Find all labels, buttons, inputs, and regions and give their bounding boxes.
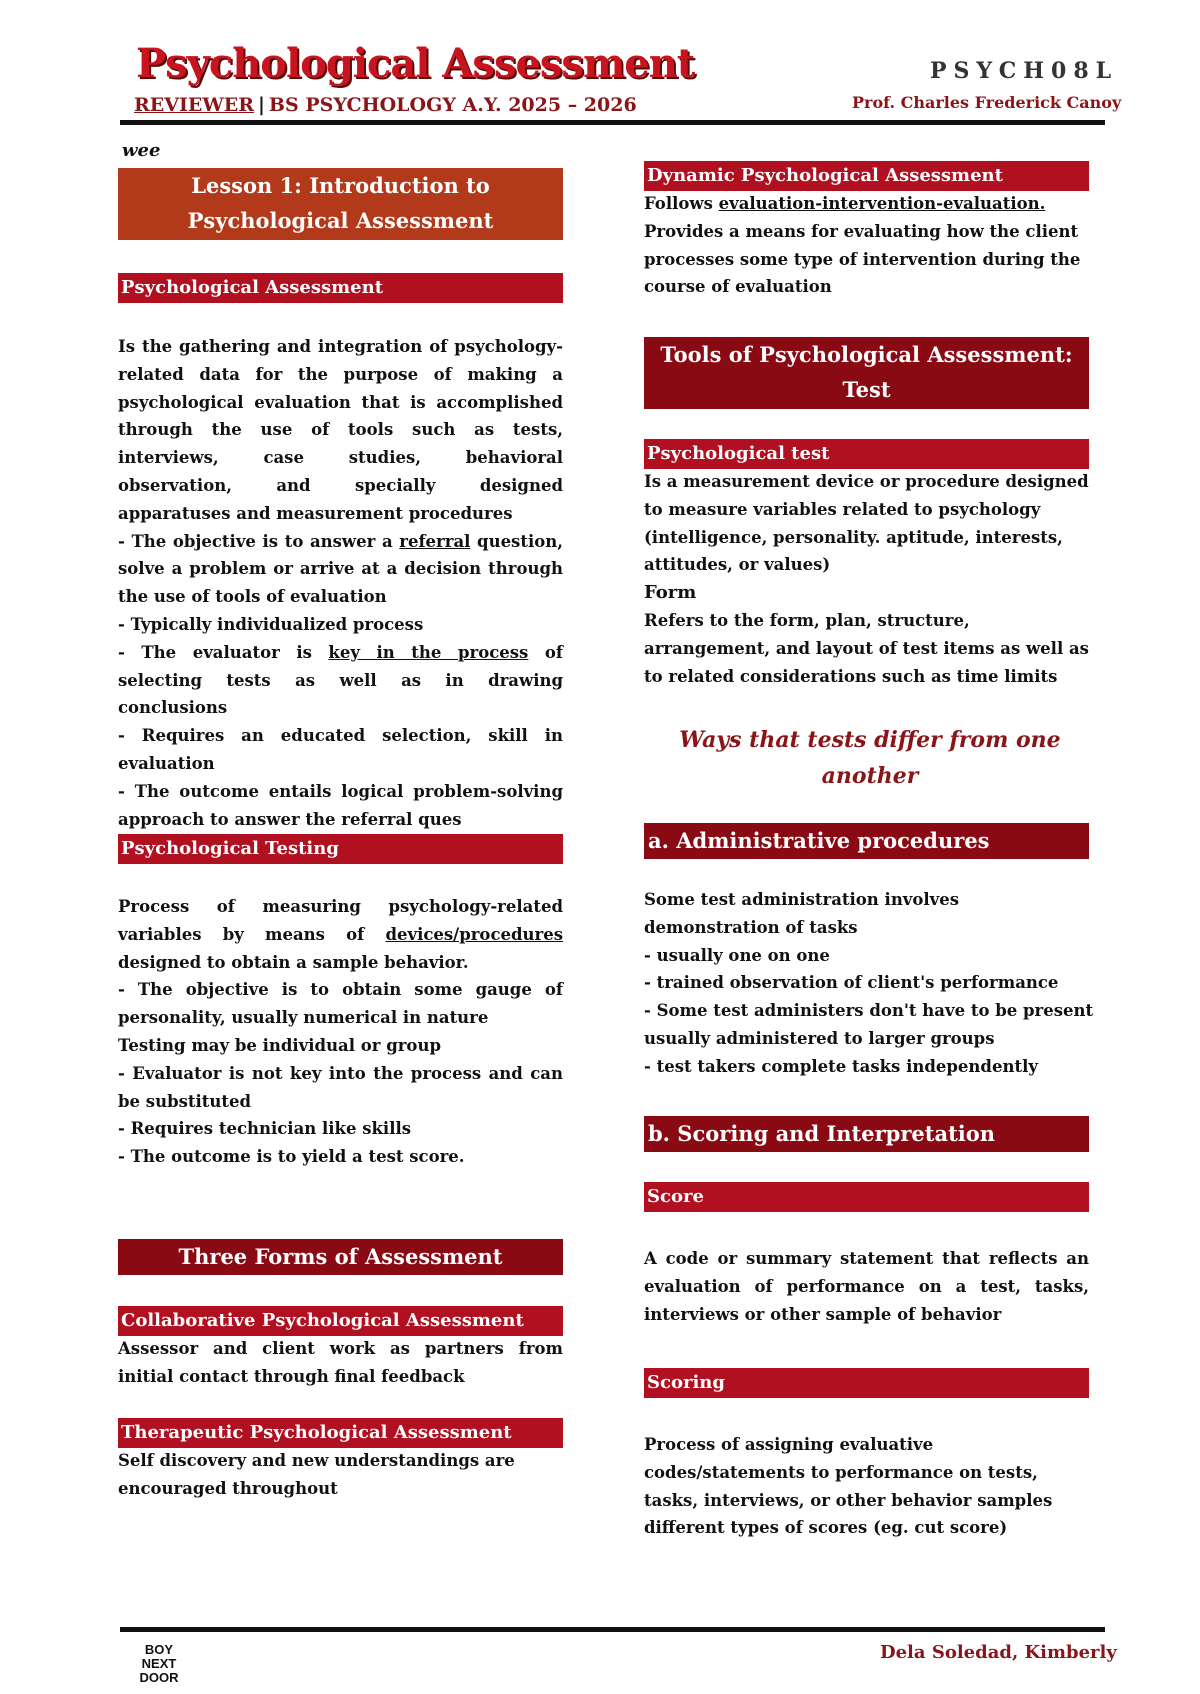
pt-bullet-outcome: - The outcome is to yield a test score. — [118, 1147, 465, 1167]
scoring-note: different types of scores (eg. cut score) — [644, 1518, 1008, 1538]
form-label: Form — [644, 582, 697, 604]
pa-bullet-objective — [118, 528, 563, 611]
dynamic-follows — [644, 190, 1094, 218]
therapeutic-assessment-text: Self discovery and new understandings are encouraged throughout — [118, 1451, 515, 1498]
course-code: PSYCH08L — [930, 58, 1119, 84]
pt-bullet-objective: - The objective is to obtain some gauge of personality, usually numerical in nature — [118, 980, 563, 1028]
lesson-title-line-1: Lesson 1: Introduction to — [191, 173, 490, 198]
dynamic-description: Provides a means for evaluating how the client processes some type of intervention during the course of evaluation — [644, 221, 1081, 297]
dynamic-assessment-body — [644, 190, 1094, 301]
admin-bullet-one-on-one: - usually one on one — [644, 945, 830, 965]
document-title: Psychological Assessment — [136, 40, 695, 87]
pa-bullet-evaluator-pre: - The evaluator is — [118, 642, 329, 662]
stray-text: wee — [122, 140, 161, 161]
subtitle-separator: | — [258, 94, 265, 116]
pa-bullet-individualized: - Typically individualized process — [118, 614, 424, 634]
pa-bullet-objective-post: question, solve a problem or arrive at a decision through the use of tools of evaluation — [118, 531, 563, 607]
pa-bullet-objective-pre: - The objective is to answer a — [118, 531, 400, 551]
lesson-title-line-2: Psychological Assessment — [187, 208, 494, 233]
therapeutic-assessment-heading: Therapeutic Psychological Assessment — [118, 1418, 563, 1448]
three-forms-heading: Three Forms of Assessment — [118, 1239, 563, 1275]
psychological-assessment-heading: Psychological Assessment — [118, 273, 563, 303]
score-definition: A code or summary statement that reflects an evaluation of performance on a test, tasks, interviews or other sample of behavior — [644, 1249, 1089, 1324]
logo-line-3: DOOR — [139, 1670, 179, 1685]
pt-bullet-individual-group: Testing may be individual or group — [118, 1035, 441, 1055]
author-name: Dela Soledad, Kimberly — [880, 1642, 1117, 1663]
subtitle-reviewer: REVIEWER — [134, 94, 254, 116]
score-heading: Score — [644, 1182, 1089, 1212]
admin-bullet-independent: - test takers complete tasks independently — [644, 1056, 1038, 1076]
psychological-test-heading: Psychological test — [644, 439, 1089, 469]
logo-line-2: NEXT — [141, 1656, 177, 1671]
professor-name: Prof. Charles Frederick Canoy — [852, 93, 1122, 112]
referral-term: referral — [399, 531, 471, 551]
scoring-heading: Scoring — [644, 1368, 1089, 1398]
psychological-testing-heading: Psychological Testing — [118, 834, 563, 864]
footer-divider — [120, 1627, 1105, 1632]
devices-procedures-term: devices/procedures — [385, 924, 563, 944]
collaborative-assessment-text: Assessor and client work as partners from initial contact through final feedback — [118, 1339, 563, 1386]
pa-bullet-evaluator — [118, 639, 563, 722]
pa-bullet-selection: - Requires an educated selection, skill in evaluation — [118, 726, 563, 773]
tools-heading-line-1: Tools of Psychological Assessment: — [660, 342, 1073, 367]
tools-heading — [644, 337, 1089, 409]
scoring-definition: Process of assigning evaluative codes/statements to performance on tests, tasks, interviews, or other behavior samples — [644, 1435, 1053, 1510]
tools-heading-line-2: Test — [842, 377, 891, 402]
key-in-process-term: key in the process — [328, 642, 529, 662]
ways-tests-differ-heading — [650, 722, 1090, 794]
pa-definition: Is the gathering and integration of psychology-related data for the purpose of making a psychological evaluation that is accomplished through the use of tools such as tests, interviews, case studies, behavioral observation, and specially designed apparatuses and measurement procedures — [118, 337, 563, 523]
scoring-body — [644, 1431, 1094, 1542]
document-subtitle — [134, 94, 637, 116]
admin-bullet-groups: - Some test administers don't have to be present usually administered to larger groups — [644, 1001, 1094, 1048]
scoring-interpretation-heading: b. Scoring and Interpretation — [644, 1116, 1089, 1152]
pa-bullet-outcome: - The outcome entails logical problem-solving approach to answer the referral ques — [118, 781, 563, 829]
admin-description: Some test administration involves demonstration of tasks — [644, 890, 960, 937]
pa-bullet-evaluator-post: of selecting tests as well as in drawing conclusions — [118, 642, 563, 718]
evaluation-intervention-term: evaluation-intervention-evaluation. — [718, 194, 1046, 213]
pt-definition-pre: Process of measuring psychology-related variables by means of — [118, 897, 563, 944]
ways-line-2: another — [821, 763, 919, 789]
psychological-test-definition: Is a measurement device or procedure designed to measure variables related to psychology (intelligence, personality. aptitude, interests, attitudes, or values) — [644, 472, 1089, 575]
dynamic-follows-pre: Follows — [644, 194, 719, 213]
form-definition: Refers to the form, plan, structure, arrangement, and layout of test items as well as to related considerations such as time limits — [644, 610, 1089, 686]
psychological-testing-body — [118, 893, 563, 1171]
pt-definition — [118, 893, 563, 976]
logo-line-1: BOY — [144, 1642, 174, 1657]
pt-bullet-evaluator: - Evaluator is not key into the process and can be substituted — [118, 1063, 563, 1111]
pt-definition-post: designed to obtain a sample behavior. — [118, 952, 469, 972]
psychological-test-body — [644, 468, 1094, 690]
administrative-procedures-body — [644, 886, 1096, 1081]
ways-line-1: Ways that tests differ from one — [679, 727, 1061, 753]
boy-next-door-logo — [128, 1643, 190, 1689]
administrative-procedures-heading: a. Administrative procedures — [644, 823, 1089, 859]
psychological-assessment-body — [118, 333, 563, 833]
pt-bullet-skills: - Requires technician like skills — [118, 1119, 412, 1139]
collaborative-assessment-heading: Collaborative Psychological Assessment — [118, 1306, 563, 1336]
lesson-title — [118, 168, 563, 240]
header-divider — [120, 120, 1105, 125]
admin-bullet-observation: - trained observation of client's performance — [644, 973, 1059, 993]
subtitle-program: BS PSYCHOLOGY A.Y. 2025 – 2026 — [268, 94, 637, 116]
dynamic-assessment-heading: Dynamic Psychological Assessment — [644, 161, 1089, 191]
